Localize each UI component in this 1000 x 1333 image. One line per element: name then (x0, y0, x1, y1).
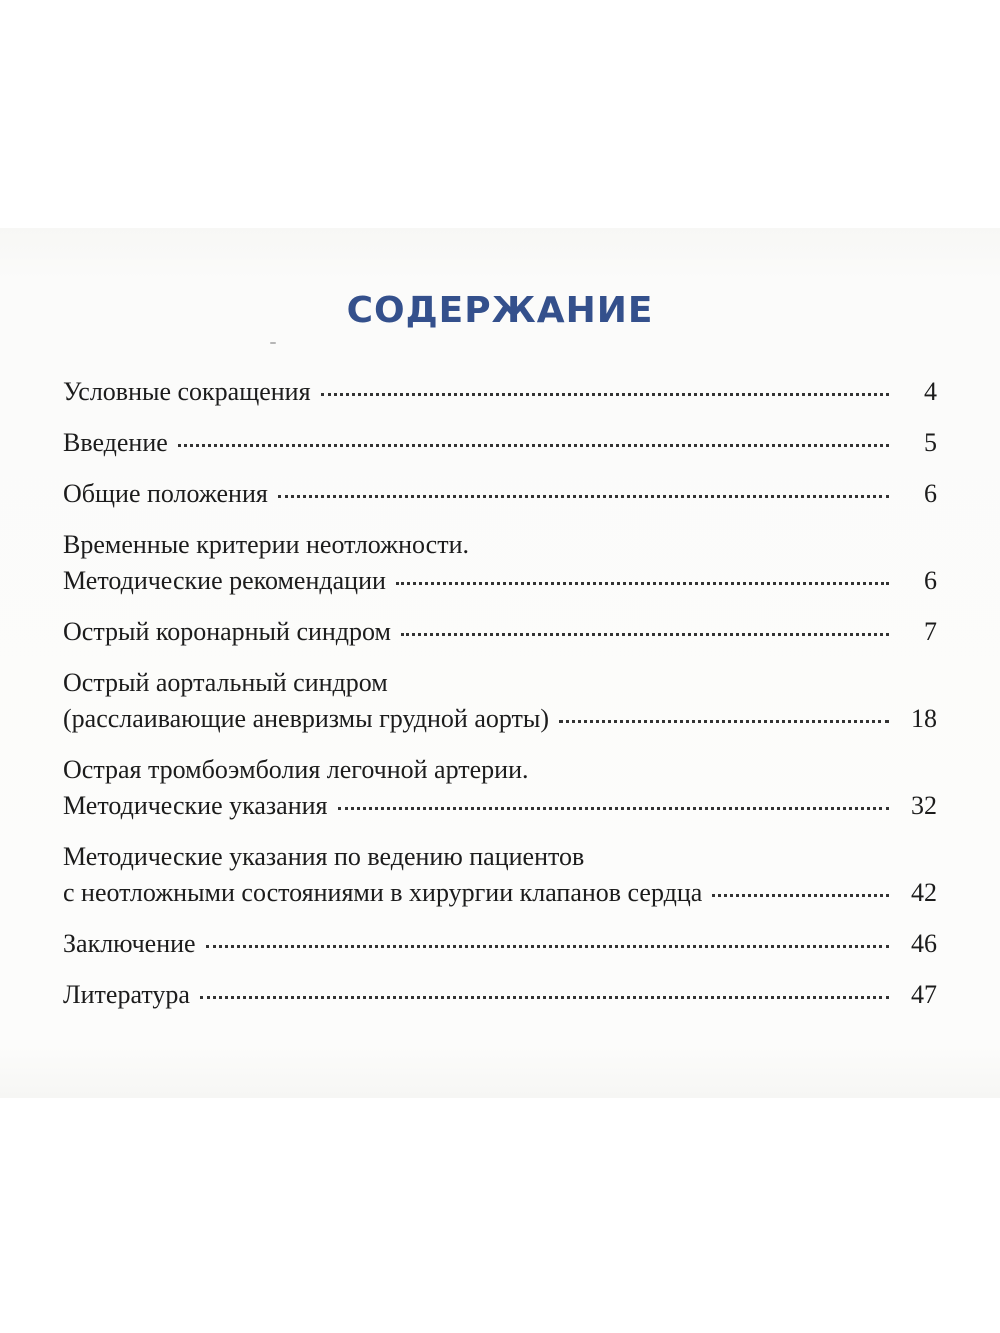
toc-page-number: 47 (911, 980, 937, 1009)
toc-entry[interactable] (63, 527, 937, 599)
toc-page-number: 5 (924, 428, 937, 457)
toc-page-number: 4 (924, 377, 937, 406)
toc-entry-title-line: Временные критерии неотложности. (63, 530, 469, 559)
toc-entry[interactable] (63, 977, 937, 1013)
toc-entry[interactable] (63, 926, 937, 962)
toc-entry-title-line: Методические указания по ведению пациентов (63, 842, 585, 871)
page-title: СОДЕРЖАНИЕ (346, 290, 654, 331)
toc-entry-title-line: (расслаивающие аневризмы грудной аорты) (63, 704, 550, 733)
dot-leader (178, 440, 889, 447)
dot-leader (338, 803, 890, 810)
toc-entry[interactable] (63, 752, 937, 824)
toc-entry[interactable] (63, 476, 937, 512)
toc-entry-title: Условные сокращения (63, 377, 311, 406)
toc-page-number: 32 (911, 791, 937, 820)
dot-leader (200, 992, 889, 999)
toc-entry-title: Общие положения (63, 479, 268, 508)
toc-entry[interactable] (63, 614, 937, 650)
toc-page-number: 6 (924, 479, 937, 508)
toc-entry[interactable] (63, 374, 937, 410)
dot-leader (278, 491, 889, 498)
toc-entry-title-line: Методические рекомендации (63, 566, 386, 595)
dot-leader (396, 578, 889, 585)
dot-leader (559, 716, 889, 723)
dot-leader (206, 941, 889, 948)
toc-entry-title: Литература (63, 980, 190, 1009)
toc-page-number: 18 (911, 704, 937, 733)
dot-leader (401, 629, 889, 636)
toc-page-number: 6 (924, 566, 937, 595)
dot-leader (321, 389, 889, 396)
toc-page-number: 7 (924, 617, 937, 646)
toc-page-number: 46 (911, 929, 937, 958)
toc-page-number: 42 (911, 878, 937, 907)
table-of-contents (63, 374, 937, 1028)
toc-entry-title-line: Острая тромбоэмболия легочной артерии. (63, 755, 529, 784)
toc-entry[interactable] (63, 839, 937, 911)
print-mark (270, 342, 276, 344)
dot-leader (712, 890, 889, 897)
toc-entry-title: Введение (63, 428, 168, 457)
toc-entry-title-line: Методические указания (63, 791, 328, 820)
toc-entry-title-line: с неотложными состояниями в хирургии клапанов сердца (63, 878, 703, 907)
toc-entry-title: Заключение (63, 929, 196, 958)
toc-entry-title: Острый коронарный синдром (63, 617, 391, 646)
toc-entry[interactable] (63, 425, 937, 461)
toc-entry-title-line: Острый аортальный синдром (63, 668, 388, 697)
toc-entry[interactable] (63, 665, 937, 737)
